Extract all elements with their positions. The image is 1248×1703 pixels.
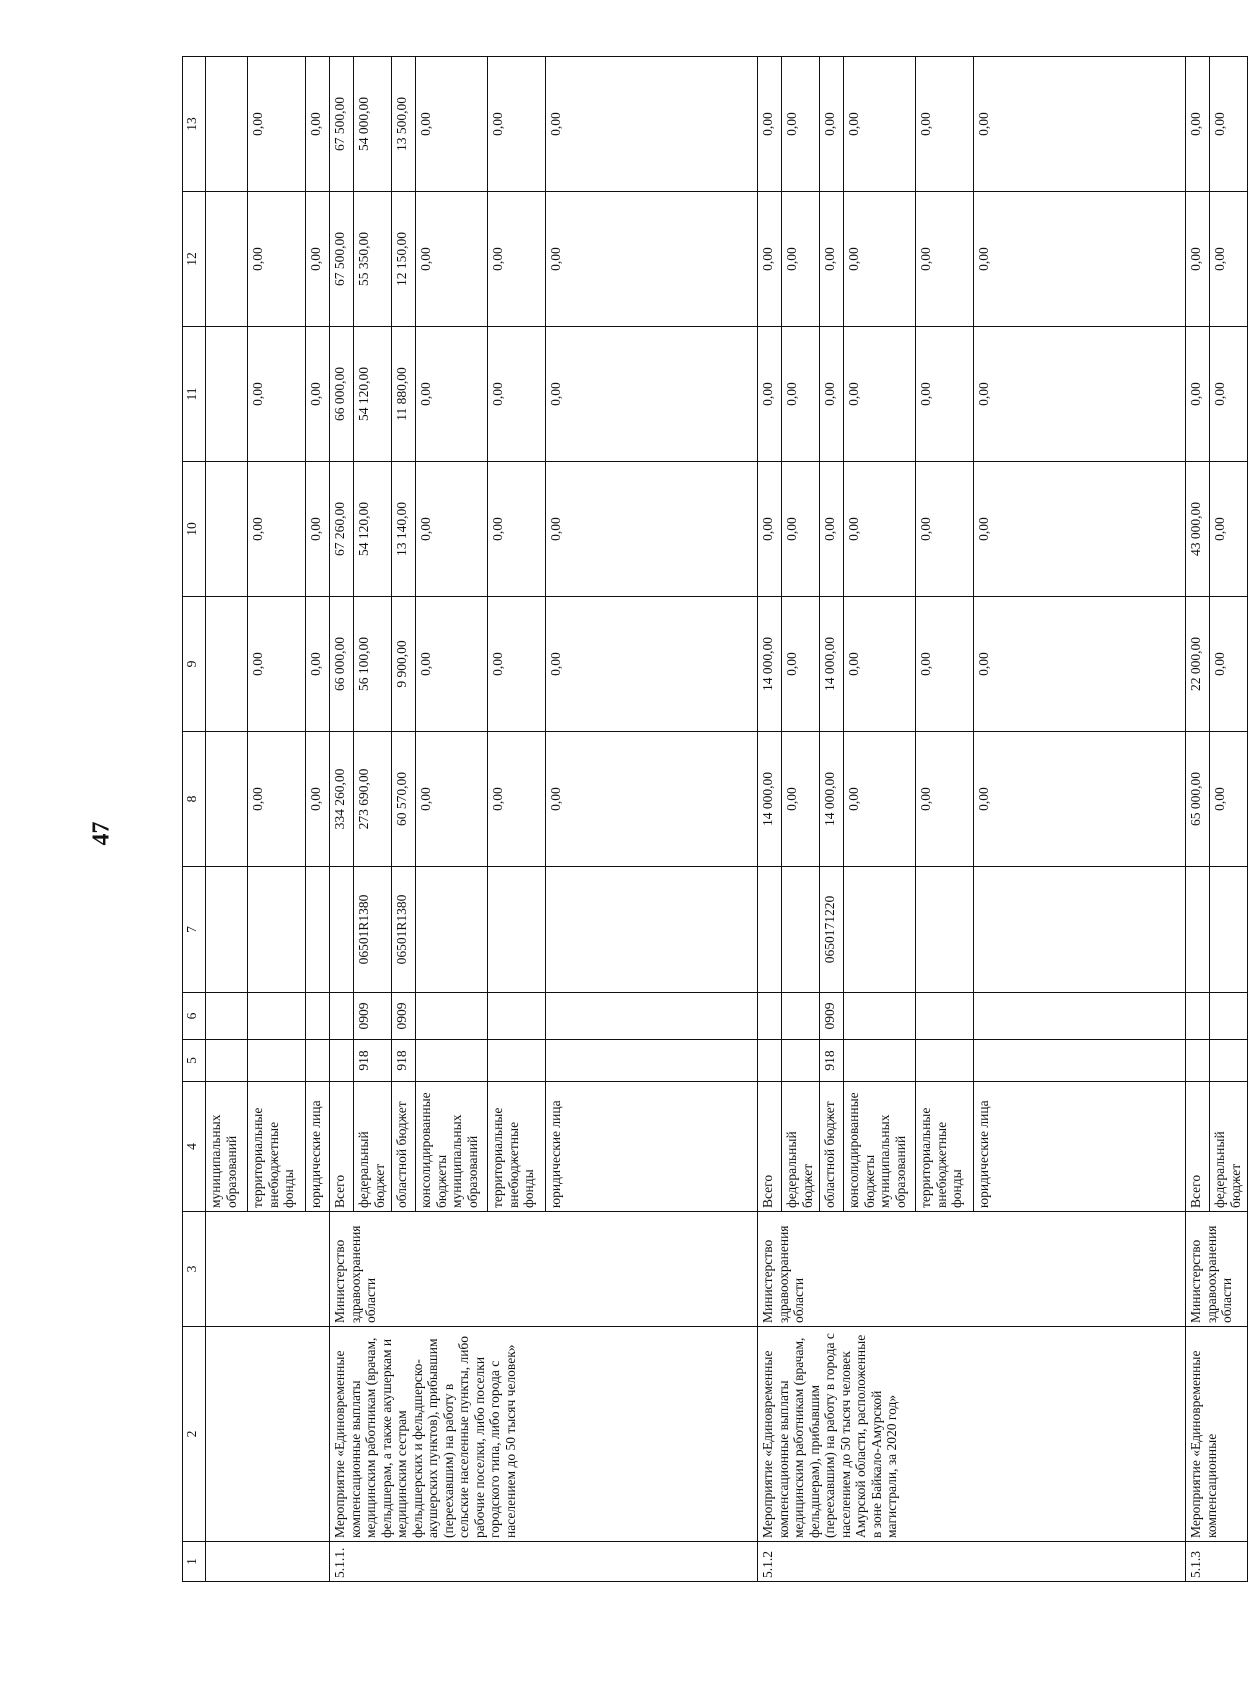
budget-code-section: [1186, 993, 1210, 1040]
amount-cell: 0,00: [974, 462, 1186, 597]
amount-cell: 0,00: [916, 597, 974, 732]
amount-cell: 14 000,00: [758, 597, 782, 732]
amount-cell: 0,00: [416, 327, 488, 462]
column-number: 8: [183, 732, 206, 867]
amount-cell: 56 100,00: [354, 597, 392, 732]
table-row: [1186, 57, 1210, 1582]
amount-cell: 0,00: [306, 192, 330, 327]
budget-code-section: [206, 993, 248, 1040]
amount-cell: 0,00: [248, 192, 306, 327]
budget-code-target: [248, 867, 306, 993]
amount-cell: 9 900,00: [392, 597, 416, 732]
budget-code-target: [206, 867, 248, 993]
amount-cell: 0,00: [306, 732, 330, 867]
amount-cell: 0,00: [416, 597, 488, 732]
budget-code-target: [1186, 867, 1210, 993]
amount-cell: 0,00: [306, 57, 330, 192]
item-number: 5.1.3: [1186, 1542, 1248, 1582]
funding-source: территориальные внебюджетные фонды: [916, 1082, 974, 1212]
budget-code-grbs: [782, 1040, 820, 1082]
amount-cell: 0,00: [546, 192, 758, 327]
amount-cell: 0,00: [546, 57, 758, 192]
budget-code-grbs: 918: [820, 1040, 844, 1082]
budget-code-grbs: [1186, 1040, 1210, 1082]
rotated-table-container: [182, 57, 1243, 1582]
budget-code-target: 06501R1380: [392, 867, 416, 993]
page-number: 47: [88, 821, 115, 846]
amount-cell: 0,00: [974, 192, 1186, 327]
amount-cell: 0,00: [916, 327, 974, 462]
budget-code-section: [782, 993, 820, 1040]
budget-code-grbs: [546, 1040, 758, 1082]
amount-cell: 66 000,00: [330, 597, 354, 732]
amount-cell: 22 000,00: [1186, 597, 1210, 732]
funding-source: федеральный бюджет: [354, 1082, 392, 1212]
amount-cell: [206, 192, 248, 327]
budget-code-grbs: [488, 1040, 546, 1082]
budget-code-target: [1210, 867, 1248, 993]
budget-code-target: [306, 867, 330, 993]
budget-code-grbs: [306, 1040, 330, 1082]
amount-cell: 11 880,00: [392, 327, 416, 462]
amount-cell: 0,00: [488, 597, 546, 732]
amount-cell: 13 140,00: [392, 462, 416, 597]
budget-code-target: [546, 867, 758, 993]
amount-cell: 0,00: [916, 732, 974, 867]
budget-code-target: 0650171220: [820, 867, 844, 993]
funding-source: Всего: [330, 1082, 354, 1212]
amount-cell: 0,00: [758, 327, 782, 462]
funding-source: юридические лица: [974, 1082, 1186, 1212]
amount-cell: 0,00: [248, 732, 306, 867]
amount-cell: 0,00: [844, 192, 916, 327]
amount-cell: [206, 597, 248, 732]
amount-cell: 0,00: [758, 192, 782, 327]
amount-cell: 0,00: [306, 327, 330, 462]
amount-cell: 54 120,00: [354, 462, 392, 597]
funding-source: консолидированные бюджеты муниципальных образований: [844, 1082, 916, 1212]
amount-cell: 0,00: [546, 462, 758, 597]
amount-cell: 0,00: [306, 462, 330, 597]
budget-code-section: 0909: [354, 993, 392, 1040]
amount-cell: 0,00: [1186, 327, 1210, 462]
amount-cell: 273 690,00: [354, 732, 392, 867]
column-number: 7: [183, 867, 206, 993]
amount-cell: 0,00: [1210, 597, 1248, 732]
amount-cell: 14 000,00: [758, 732, 782, 867]
column-number: 5: [183, 1040, 206, 1082]
column-number: 1: [183, 1542, 206, 1582]
funding-source: юридические лица: [546, 1082, 758, 1212]
amount-cell: 67 500,00: [330, 192, 354, 327]
amount-cell: 0,00: [844, 327, 916, 462]
amount-cell: 0,00: [782, 732, 820, 867]
budget-code-target: [916, 867, 974, 993]
budget-code-target: [416, 867, 488, 993]
column-number: 12: [183, 192, 206, 327]
funding-source: консолидированные бюджеты муниципальных образований: [416, 1082, 488, 1212]
amount-cell: 0,00: [546, 597, 758, 732]
item-title: Мероприятие «Единовременные компенсационные выплаты медицинским работникам (врачам, фельдшерам), прибывшим (переехавшим) на работу в города с населением до 50 тысяч человек Амурской области, расположенные в зоне Байкало-Амурской магистрали, за 2020 год»: [758, 1327, 1186, 1542]
item-number: [206, 1542, 330, 1582]
budget-code-grbs: [758, 1040, 782, 1082]
amount-cell: 0,00: [1210, 57, 1248, 192]
column-number: 13: [183, 57, 206, 192]
budget-code-target: [758, 867, 782, 993]
amount-cell: 0,00: [1186, 57, 1210, 192]
column-number: 2: [183, 1327, 206, 1542]
table-row: [206, 57, 248, 1582]
funding-source: юридические лица: [306, 1082, 330, 1212]
column-number: 3: [183, 1212, 206, 1327]
amount-cell: 0,00: [974, 597, 1186, 732]
amount-cell: 0,00: [844, 732, 916, 867]
funding-source: федеральный бюджет: [1210, 1082, 1248, 1212]
budget-code-grbs: [330, 1040, 354, 1082]
amount-cell: 0,00: [488, 192, 546, 327]
column-number: 10: [183, 462, 206, 597]
budget-code-section: [488, 993, 546, 1040]
budget-code-section: [546, 993, 758, 1040]
amount-cell: 0,00: [248, 327, 306, 462]
amount-cell: 55 350,00: [354, 192, 392, 327]
amount-cell: 0,00: [782, 192, 820, 327]
amount-cell: 0,00: [820, 462, 844, 597]
amount-cell: 0,00: [782, 57, 820, 192]
budget-code-target: [844, 867, 916, 993]
amount-cell: 0,00: [758, 462, 782, 597]
amount-cell: 14 000,00: [820, 732, 844, 867]
amount-cell: 0,00: [248, 462, 306, 597]
amount-cell: 0,00: [306, 597, 330, 732]
column-number: 4: [183, 1082, 206, 1212]
amount-cell: 0,00: [782, 597, 820, 732]
amount-cell: [206, 732, 248, 867]
financing-table: [182, 56, 1248, 1582]
amount-cell: 0,00: [916, 462, 974, 597]
column-number-row: [183, 57, 206, 1582]
amount-cell: 0,00: [248, 597, 306, 732]
budget-code-section: [306, 993, 330, 1040]
amount-cell: 0,00: [916, 57, 974, 192]
budget-code-section: [844, 993, 916, 1040]
amount-cell: 0,00: [416, 732, 488, 867]
amount-cell: 0,00: [758, 57, 782, 192]
budget-code-section: [974, 993, 1186, 1040]
amount-cell: 0,00: [974, 732, 1186, 867]
budget-code-section: 0909: [392, 993, 416, 1040]
amount-cell: 13 500,00: [392, 57, 416, 192]
funding-source: муниципальных образований: [206, 1082, 248, 1212]
amount-cell: 0,00: [546, 732, 758, 867]
executor: [206, 1212, 330, 1327]
budget-code-target: [782, 867, 820, 993]
amount-cell: 0,00: [488, 462, 546, 597]
amount-cell: 0,00: [844, 57, 916, 192]
amount-cell: 0,00: [546, 327, 758, 462]
budget-code-grbs: [844, 1040, 916, 1082]
amount-cell: 0,00: [820, 192, 844, 327]
amount-cell: 334 260,00: [330, 732, 354, 867]
funding-source: областной бюджет: [392, 1082, 416, 1212]
budget-code-section: [330, 993, 354, 1040]
amount-cell: 0,00: [488, 327, 546, 462]
amount-cell: 0,00: [416, 192, 488, 327]
budget-code-section: [758, 993, 782, 1040]
amount-cell: 0,00: [248, 57, 306, 192]
amount-cell: 0,00: [844, 462, 916, 597]
item-title: [206, 1327, 330, 1542]
executor: Министерство здравоохранения области: [1186, 1212, 1248, 1327]
amount-cell: 0,00: [820, 57, 844, 192]
budget-code-grbs: 918: [392, 1040, 416, 1082]
amount-cell: [206, 462, 248, 597]
executor: Министерство здравоохранения области: [758, 1212, 1186, 1327]
amount-cell: 0,00: [1210, 462, 1248, 597]
funding-source: территориальные внебюджетные фонды: [248, 1082, 306, 1212]
table-row: [758, 57, 782, 1582]
amount-cell: 0,00: [1210, 192, 1248, 327]
budget-code-grbs: [248, 1040, 306, 1082]
column-number: 6: [183, 993, 206, 1040]
amount-cell: 66 000,00: [330, 327, 354, 462]
item-number: 5.1.1.: [330, 1542, 758, 1582]
budget-code-target: 06501R1380: [354, 867, 392, 993]
budget-code-grbs: [1210, 1040, 1248, 1082]
amount-cell: 0,00: [488, 57, 546, 192]
funding-source: территориальные внебюджетные фонды: [488, 1082, 546, 1212]
amount-cell: [206, 327, 248, 462]
budget-code-section: [416, 993, 488, 1040]
amount-cell: 0,00: [1210, 327, 1248, 462]
item-title: Мероприятие «Единовременные компенсационные: [1186, 1327, 1248, 1542]
amount-cell: 0,00: [844, 597, 916, 732]
amount-cell: 43 000,00: [1186, 462, 1210, 597]
amount-cell: 65 000,00: [1186, 732, 1210, 867]
item-number: 5.1.2: [758, 1542, 1186, 1582]
amount-cell: 12 150,00: [392, 192, 416, 327]
budget-code-section: [1210, 993, 1248, 1040]
amount-cell: 14 000,00: [820, 597, 844, 732]
amount-cell: 67 260,00: [330, 462, 354, 597]
budget-code-target: [330, 867, 354, 993]
budget-code-target: [974, 867, 1186, 993]
budget-code-grbs: [206, 1040, 248, 1082]
amount-cell: 0,00: [974, 57, 1186, 192]
amount-cell: 54 000,00: [354, 57, 392, 192]
budget-code-target: [488, 867, 546, 993]
budget-code-grbs: 918: [354, 1040, 392, 1082]
amount-cell: 0,00: [782, 462, 820, 597]
funding-source: Всего: [758, 1082, 782, 1212]
amount-cell: 0,00: [488, 732, 546, 867]
budget-code-grbs: [974, 1040, 1186, 1082]
amount-cell: 0,00: [974, 327, 1186, 462]
executor: Министерство здравоохранения области: [330, 1212, 758, 1327]
funding-source: Всего: [1186, 1082, 1210, 1212]
amount-cell: 0,00: [782, 327, 820, 462]
amount-cell: 67 500,00: [330, 57, 354, 192]
amount-cell: 0,00: [416, 57, 488, 192]
budget-code-section: [916, 993, 974, 1040]
amount-cell: [206, 57, 248, 192]
budget-code-grbs: [916, 1040, 974, 1082]
column-number: 11: [183, 327, 206, 462]
funding-source: федеральный бюджет: [782, 1082, 820, 1212]
amount-cell: 0,00: [916, 192, 974, 327]
amount-cell: 54 120,00: [354, 327, 392, 462]
budget-code-section: [248, 993, 306, 1040]
amount-cell: 0,00: [416, 462, 488, 597]
amount-cell: 0,00: [1210, 732, 1248, 867]
budget-code-section: 0909: [820, 993, 844, 1040]
amount-cell: 60 570,00: [392, 732, 416, 867]
amount-cell: 0,00: [1186, 192, 1210, 327]
funding-source: областной бюджет: [820, 1082, 844, 1212]
item-title: Мероприятие «Единовременные компенсационные выплаты медицинским работникам (врачам, фельдшерам, а также акушеркам и медицинским сестрам фельдшерских и фельдшерско-акушерских пунктов), прибывшим (переехавшим) на работу в сельские населенные пункты, либо рабочие поселки, либо поселки городского типа, либо города с населением до 50 тысяч человек»: [330, 1327, 758, 1542]
amount-cell: 0,00: [820, 327, 844, 462]
column-number: 9: [183, 597, 206, 732]
budget-code-grbs: [416, 1040, 488, 1082]
table-row: [330, 57, 354, 1582]
